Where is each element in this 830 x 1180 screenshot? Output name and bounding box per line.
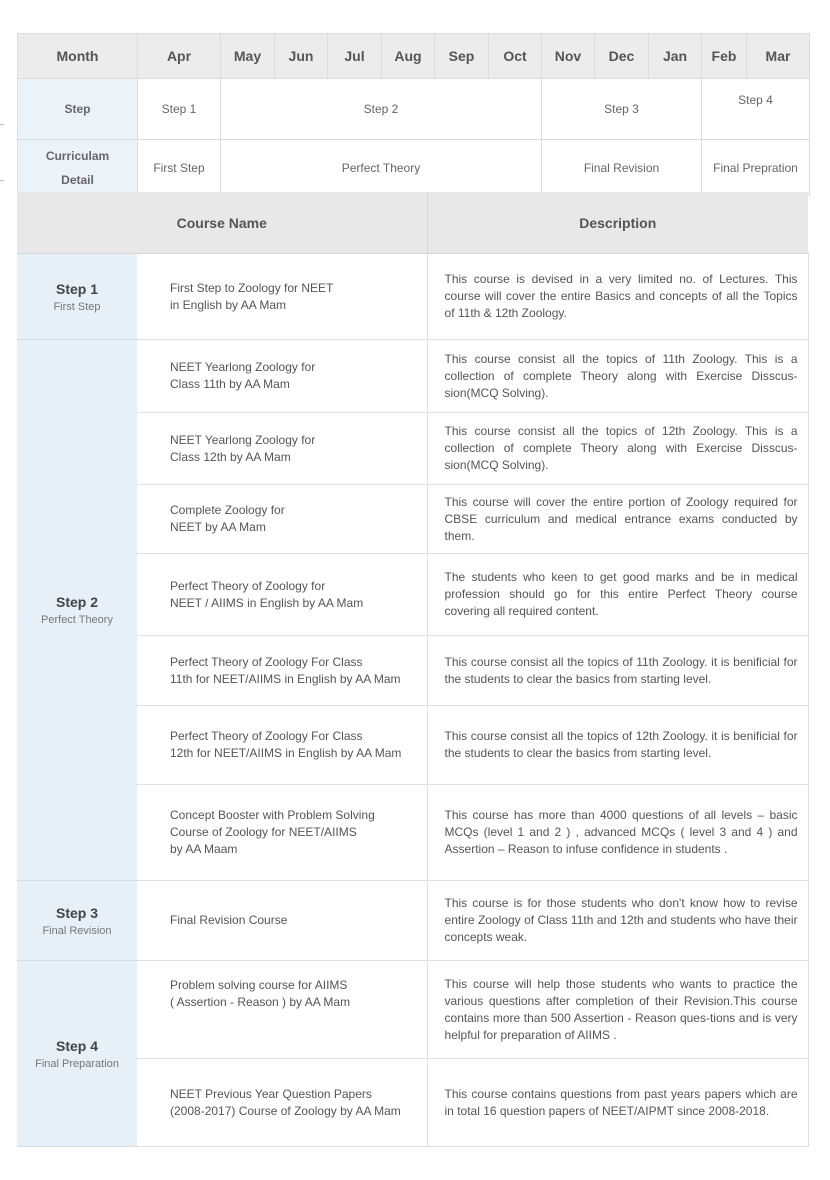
- step-subtitle: First Step: [53, 300, 101, 313]
- step-cell: Step 3: [542, 79, 702, 140]
- course-description: This course contains questions from past years papers which are in total 16 question papers of NEET/AIPMT since 2008-2018.: [427, 1059, 808, 1147]
- table-row: [17, 254, 808, 340]
- step-subtitle: Final Preparation: [35, 1057, 119, 1070]
- course-name-text: Complete Zoology for NEET by AA Mam: [170, 503, 285, 534]
- course-description: This course has more than 4000 questions of all levels – basic MCQs (level 1 and 2 ) , advanced MCQs ( level 3 and 4 ) and Assertion – Reason to infuse confidence in students .: [427, 785, 808, 881]
- curriculum-cell: Final Revision: [542, 140, 702, 196]
- course-description: This course will cover the entire portion of Zoology required for CBSE curriculum and medical entrance exams conducted by them.: [427, 485, 808, 554]
- course-description: This course is devised in a very limited no. of Lectures. This course will cover the entire Basics and concepts of all the Topics of 11th & 12th Zoology.: [427, 254, 808, 340]
- course-name-text: Final Revision Course: [170, 913, 288, 927]
- month-cell: Sep: [435, 34, 489, 79]
- month-cell: Oct: [489, 34, 542, 79]
- step-cell: Step 1: [138, 79, 221, 140]
- step-group-cell: [17, 340, 137, 881]
- table-row: [17, 881, 808, 961]
- course-name-text: NEET Previous Year Question Papers (2008-2017) Course of Zoology by AA Mam: [170, 1086, 401, 1118]
- step-group-cell: [17, 961, 137, 1147]
- course-name-header: Course Name: [17, 192, 427, 254]
- month-cell: Feb: [702, 34, 747, 79]
- description-header: Description: [427, 192, 808, 254]
- course-name-text: NEET Yearlong Zoology for Class 11th by AA Mam: [170, 360, 316, 391]
- curriculum-header-line: Detail: [61, 172, 94, 187]
- curriculum-cell: First Step: [138, 140, 221, 196]
- course-name: [137, 1059, 427, 1147]
- curriculum-detail-header: [18, 140, 138, 196]
- course-name-text: Perfect Theory of Zoology For Class 12th for NEET/AIIMS in English by AA Mam: [170, 729, 402, 760]
- step-title: Step 2: [55, 594, 98, 610]
- course-name-text: Perfect Theory of Zoology For Class 11th for NEET/AIIMS in English by AA Mam: [170, 654, 401, 686]
- month-cell: Dec: [595, 34, 649, 79]
- course-name: [137, 961, 427, 1059]
- curriculum-cell: Final Prepration: [702, 140, 810, 196]
- step-cell: Step 2: [221, 79, 542, 140]
- course-name: [137, 881, 427, 961]
- step-header: Step: [18, 79, 138, 140]
- course-name: [137, 554, 427, 636]
- course-description: This course will help those students who wants to practice the various questions after completion of their Revision.This course contains more than 500 Assertion - Reason ques-tions and is very helpful for preparation of AIIMS .: [427, 961, 808, 1059]
- month-cell: Aug: [382, 34, 435, 79]
- course-description: This course consist all the topics of 12th Zoology. This is a collection of complete Theory along with Exercise Disscus-sion(MCQ Solving).: [427, 413, 808, 485]
- course-name: [137, 340, 427, 413]
- month-cell: Jul: [328, 34, 382, 79]
- month-row: [18, 34, 810, 79]
- divider: [0, 124, 4, 125]
- course-name-text: NEET Yearlong Zoology for Class 12th by AA Mam: [170, 432, 316, 464]
- course-name-text: First Step to Zoology for NEET in English by AA Mam: [170, 280, 334, 312]
- course-description: This course consist all the topics of 12th Zoology. it is benificial for the students to clear the basics from starting level.: [427, 706, 808, 785]
- course-description: This course consist all the topics of 11th Zoology. This is a collection of complete Theory along with Exercise Disscus-sion(MCQ Solving).: [427, 340, 808, 413]
- course-table: [17, 192, 809, 1147]
- step-subtitle: Perfect Theory: [41, 614, 113, 626]
- course-name-text: Concept Booster with Problem Solving Course of Zoology for NEET/AIIMS by AA Maam: [170, 808, 375, 856]
- step-title: Step 3: [55, 904, 98, 921]
- step-title: Step 4: [55, 1037, 98, 1054]
- month-cell: Jun: [275, 34, 328, 79]
- course-name: [137, 636, 427, 706]
- course-name: [137, 413, 427, 485]
- month-cell: Apr: [138, 34, 221, 79]
- course-description: This course consist all the topics of 11th Zoology. it is benificial for the students to clear the basics from starting level.: [427, 636, 808, 706]
- step-title: Step 1: [55, 280, 98, 297]
- curriculum-header-line: Curriculam: [45, 148, 110, 163]
- month-header: Month: [18, 34, 138, 79]
- course-name: [137, 485, 427, 554]
- table-row: [17, 961, 808, 1059]
- month-cell: Jan: [649, 34, 702, 79]
- month-cell: Nov: [542, 34, 595, 79]
- course-table-header: [17, 192, 808, 254]
- curriculum-cell: Perfect Theory: [221, 140, 542, 196]
- step-row: [18, 79, 810, 140]
- course-name-text: Perfect Theory of Zoology for NEET / AIIMS in English by AA Mam: [170, 578, 364, 610]
- divider: [0, 180, 4, 181]
- course-name: [137, 706, 427, 785]
- table-row: [17, 340, 808, 413]
- course-description: The students who keen to get good marks and be in medical profession should go for this entire Perfect Theory course covering all required content.: [427, 554, 808, 636]
- step-subtitle: Final Revision: [42, 924, 112, 937]
- course-name: [137, 785, 427, 881]
- course-name: [137, 254, 427, 340]
- month-cell: May: [221, 34, 275, 79]
- course-description: This course is for those students who don't know how to revise entire Zoology of Class 11th and 12th and students who have their concepts weak.: [427, 881, 808, 961]
- month-cell: Mar: [747, 34, 810, 79]
- step-group-cell: [17, 254, 137, 340]
- schedule-table: [17, 33, 810, 196]
- step-cell: Step 4: [702, 79, 810, 140]
- step-group-cell: [17, 881, 137, 961]
- curriculum-row: [18, 140, 810, 196]
- course-name-text: Problem solving course for AIIMS ( Assertion - Reason ) by AA Mam: [170, 978, 351, 1009]
